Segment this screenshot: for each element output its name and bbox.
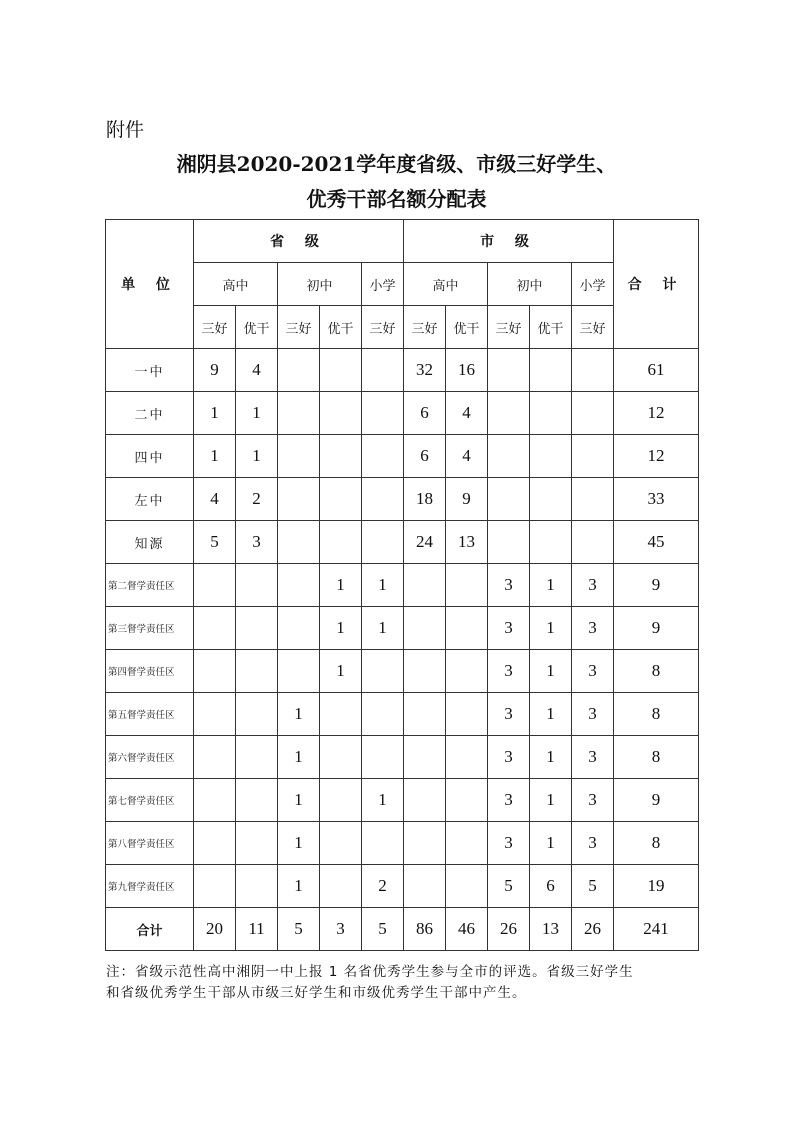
value-cell: 6 [404,435,446,478]
header-sanhao: 三好 [488,306,530,349]
row-total-cell: 12 [614,435,699,478]
value-cell [278,349,320,392]
value-cell: 11 [236,908,278,951]
value-cell [404,650,446,693]
value-cell [320,865,362,908]
footnote-line1: 注：省级示范性高中湘阴一中上报 1 名省优秀学生参与全市的评选。省级三好学生 [106,964,634,980]
unit-cell: 第三督学责任区 [106,607,194,650]
value-cell: 1 [278,736,320,779]
value-cell: 1 [362,779,404,822]
value-cell: 1 [278,865,320,908]
attachment-label: 附件 [106,119,145,141]
value-cell: 2 [362,865,404,908]
header-prov-primary: 小学 [362,263,404,306]
row-total-cell: 33 [614,478,699,521]
value-cell [362,693,404,736]
header-total: 合 计 [614,220,699,349]
value-cell [404,865,446,908]
unit-cell: 合计 [106,908,194,951]
unit-cell: 第八督学责任区 [106,822,194,865]
value-cell [488,478,530,521]
table-row [106,521,699,564]
value-cell [404,607,446,650]
value-cell [236,693,278,736]
value-cell: 3 [488,564,530,607]
value-cell [236,650,278,693]
header-sanhao: 三好 [362,306,404,349]
value-cell [530,392,572,435]
footnote [106,962,706,1004]
table-row [106,564,699,607]
unit-cell: 第九督学责任区 [106,865,194,908]
value-cell [446,607,488,650]
value-cell: 1 [530,693,572,736]
value-cell [530,478,572,521]
value-cell [488,392,530,435]
value-cell: 5 [572,865,614,908]
row-total-cell: 241 [614,908,699,951]
value-cell [194,822,236,865]
row-total-cell: 19 [614,865,699,908]
value-cell: 1 [362,607,404,650]
value-cell: 13 [446,521,488,564]
value-cell: 3 [488,607,530,650]
value-cell [530,521,572,564]
value-cell [278,392,320,435]
value-cell [404,736,446,779]
value-cell: 13 [530,908,572,951]
value-cell [362,349,404,392]
value-cell: 86 [404,908,446,951]
value-cell: 2 [236,478,278,521]
value-cell [320,349,362,392]
value-cell [278,607,320,650]
value-cell: 5 [488,865,530,908]
value-cell: 1 [320,607,362,650]
table-row [106,435,699,478]
header-city-primary: 小学 [572,263,614,306]
header-yougan: 优干 [320,306,362,349]
header-row-type [106,306,699,349]
value-cell: 3 [572,736,614,779]
row-total-cell: 9 [614,607,699,650]
value-cell: 3 [572,779,614,822]
value-cell: 3 [488,650,530,693]
value-cell [194,865,236,908]
table-row [106,392,699,435]
value-cell [572,349,614,392]
table-row [106,865,699,908]
value-cell: 5 [194,521,236,564]
value-cell [236,736,278,779]
header-sanhao: 三好 [194,306,236,349]
unit-cell: 四中 [106,435,194,478]
table-row [106,822,699,865]
value-cell [488,349,530,392]
value-cell [194,736,236,779]
value-cell [320,822,362,865]
header-sanhao: 三好 [278,306,320,349]
value-cell: 18 [404,478,446,521]
value-cell: 3 [572,822,614,865]
value-cell [194,779,236,822]
value-cell: 24 [404,521,446,564]
value-cell [530,349,572,392]
value-cell: 16 [446,349,488,392]
value-cell [446,693,488,736]
value-cell: 3 [488,736,530,779]
value-cell: 26 [488,908,530,951]
quota-table [105,219,699,951]
table-row [106,693,699,736]
value-cell: 1 [320,650,362,693]
value-cell [572,435,614,478]
value-cell [194,607,236,650]
value-cell [572,392,614,435]
document-title-line2: 优秀干部名额分配表 [306,187,487,211]
value-cell: 5 [362,908,404,951]
value-cell [320,521,362,564]
value-cell [404,779,446,822]
value-cell [404,693,446,736]
value-cell [446,822,488,865]
value-cell [362,521,404,564]
value-cell [278,478,320,521]
value-cell: 26 [572,908,614,951]
value-cell [446,736,488,779]
unit-cell: 第七督学责任区 [106,779,194,822]
header-city: 市 级 [404,220,614,263]
value-cell [194,564,236,607]
value-cell [320,779,362,822]
value-cell: 1 [530,607,572,650]
value-cell: 9 [194,349,236,392]
value-cell [278,521,320,564]
row-total-cell: 61 [614,349,699,392]
value-cell: 4 [446,392,488,435]
value-cell [488,435,530,478]
value-cell [530,435,572,478]
row-total-cell: 8 [614,822,699,865]
value-cell [572,478,614,521]
header-row-level [106,220,699,263]
value-cell: 3 [488,822,530,865]
value-cell: 1 [320,564,362,607]
value-cell: 1 [278,779,320,822]
value-cell [278,564,320,607]
header-yougan: 优干 [446,306,488,349]
value-cell: 1 [530,822,572,865]
value-cell: 3 [488,779,530,822]
footnote-line2: 和省级优秀学生干部从市级三好学生和市级优秀学生干部中产生。 [106,985,527,1001]
value-cell: 3 [572,693,614,736]
value-cell: 6 [530,865,572,908]
header-yougan: 优干 [236,306,278,349]
table-row [106,478,699,521]
header-prov-high: 高中 [194,263,278,306]
value-cell [320,435,362,478]
value-cell: 4 [194,478,236,521]
value-cell: 3 [320,908,362,951]
value-cell: 1 [194,392,236,435]
value-cell: 9 [446,478,488,521]
unit-cell: 左中 [106,478,194,521]
value-cell: 4 [446,435,488,478]
unit-cell: 第四督学责任区 [106,650,194,693]
table-row [106,779,699,822]
value-cell: 1 [236,392,278,435]
row-total-cell: 9 [614,779,699,822]
value-cell: 3 [572,607,614,650]
value-cell: 1 [530,650,572,693]
value-cell: 1 [362,564,404,607]
header-sanhao: 三好 [572,306,614,349]
value-cell [404,822,446,865]
value-cell: 5 [278,908,320,951]
value-cell [446,779,488,822]
value-cell [320,392,362,435]
table-row [106,349,699,392]
value-cell: 46 [446,908,488,951]
table-row [106,607,699,650]
value-cell: 3 [488,693,530,736]
value-cell [446,650,488,693]
header-city-high: 高中 [404,263,488,306]
value-cell: 32 [404,349,446,392]
unit-cell: 一中 [106,349,194,392]
header-prov-junior: 初中 [278,263,362,306]
value-cell [194,693,236,736]
value-cell: 1 [278,822,320,865]
row-total-cell: 8 [614,736,699,779]
value-cell: 20 [194,908,236,951]
header-sanhao: 三好 [404,306,446,349]
value-cell [236,822,278,865]
unit-cell: 二中 [106,392,194,435]
value-cell [446,865,488,908]
value-cell: 1 [236,435,278,478]
row-total-cell: 9 [614,564,699,607]
unit-cell: 第二督学责任区 [106,564,194,607]
value-cell [362,650,404,693]
value-cell [446,564,488,607]
document-title-line1: 湘阴县2020-2021学年度省级、市级三好学生、 [176,152,617,176]
value-cell [362,478,404,521]
value-cell: 1 [530,736,572,779]
row-total-cell: 45 [614,521,699,564]
value-cell [320,693,362,736]
unit-cell: 第六督学责任区 [106,736,194,779]
unit-cell: 第五督学责任区 [106,693,194,736]
value-cell: 1 [278,693,320,736]
header-city-junior: 初中 [488,263,572,306]
value-cell: 3 [572,650,614,693]
header-yougan: 优干 [530,306,572,349]
row-total-cell: 8 [614,693,699,736]
table-row [106,736,699,779]
value-cell [362,435,404,478]
value-cell [236,865,278,908]
value-cell [488,521,530,564]
value-cell: 1 [530,779,572,822]
value-cell [236,779,278,822]
value-cell: 6 [404,392,446,435]
header-unit: 单 位 [106,220,194,349]
row-total-cell: 12 [614,392,699,435]
value-cell [278,650,320,693]
value-cell: 1 [194,435,236,478]
value-cell [236,607,278,650]
value-cell [320,478,362,521]
total-row [106,908,699,951]
value-cell [194,650,236,693]
header-row-school [106,263,699,306]
value-cell [236,564,278,607]
value-cell [404,564,446,607]
value-cell: 3 [572,564,614,607]
value-cell [278,435,320,478]
value-cell [362,392,404,435]
unit-cell: 知源 [106,521,194,564]
value-cell: 1 [530,564,572,607]
value-cell [362,822,404,865]
table-row [106,650,699,693]
header-province: 省 级 [194,220,404,263]
value-cell: 3 [236,521,278,564]
value-cell [572,521,614,564]
value-cell [320,736,362,779]
value-cell: 4 [236,349,278,392]
value-cell [362,736,404,779]
row-total-cell: 8 [614,650,699,693]
